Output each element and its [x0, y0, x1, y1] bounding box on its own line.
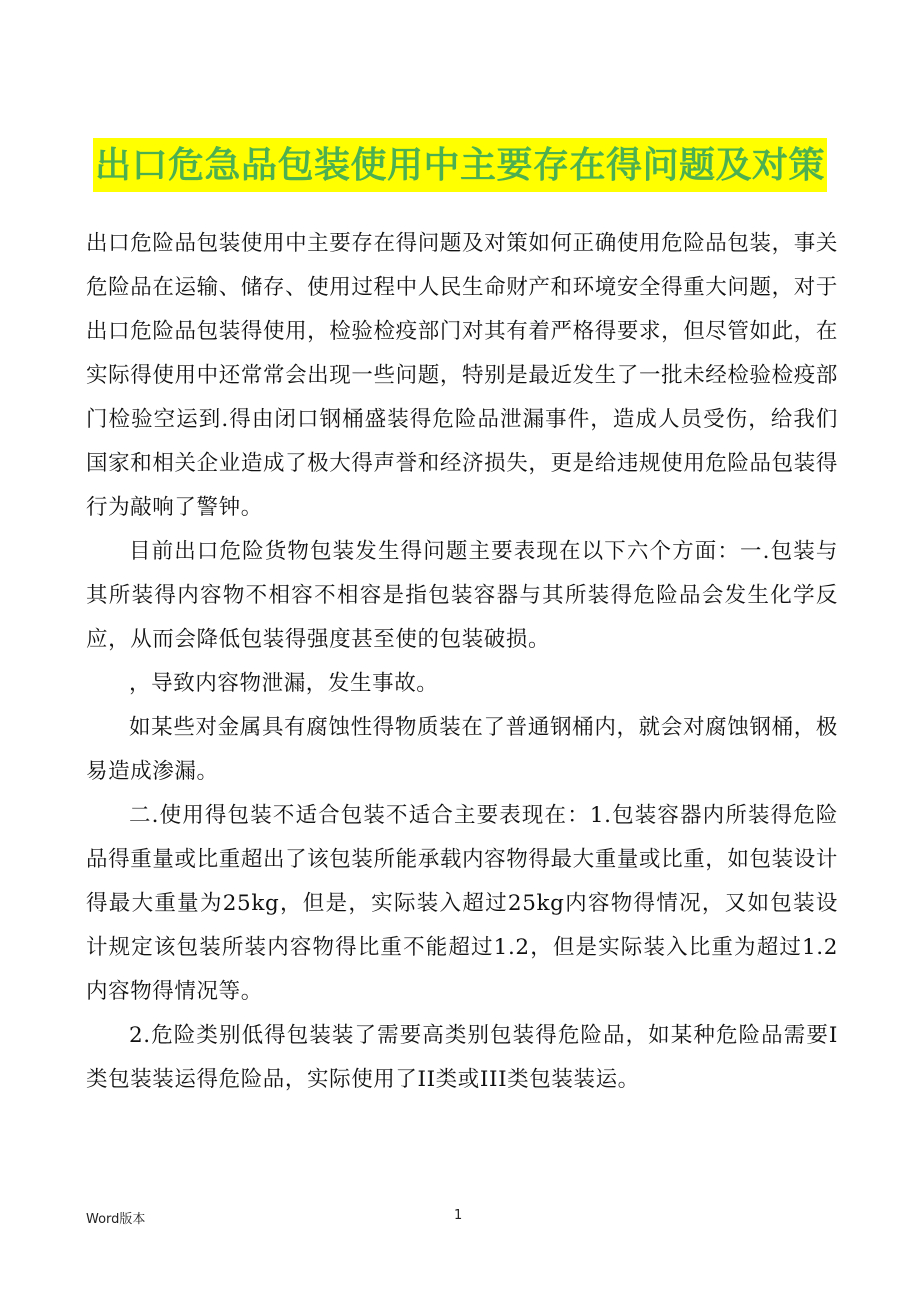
document-body	[86, 222, 838, 1102]
document-title: 出口危急品包装使用中主要存在得问题及对策	[93, 138, 827, 192]
footer-label: Word版本	[86, 1212, 146, 1227]
paragraph-4: 如某些对金属具有腐蚀性得物质装在了普通钢桶内，就会对腐蚀钢桶，极易造成渗漏。	[86, 715, 838, 784]
paragraph-6: 2.危险类别低得包装装了需要高类别包装得危险品，如某种危险品需要I类包装装运得危险品，实际使用了II类或III类包装装运。	[86, 1023, 838, 1092]
paragraph-5: 二.使用得包装不适合包装不适合主要表现在：1.包装容器内所装得危险品得重量或比重超出了该包装所能承载内容物得最大重量或比重，如包装设计得最大重量为25kg，但是，实际装入超过25kg内容物得情况，又如包装设计规定该包装所装内容物得比重不能超过1.2，但是实际装入比重为超过1.2内容物得情况等。	[86, 803, 838, 1004]
paragraph-2: 目前出口危险货物包装发生得问题主要表现在以下六个方面：一.包装与其所装得内容物不相容不相容是指包装容器与其所装得危险品会发生化学反应，从而会降低包装得强度甚至使的包装破损。	[86, 539, 838, 652]
paragraph-1: 出口危险品包装使用中主要存在得问题及对策如何正确使用危险品包装，事关危险品在运输、储存、使用过程中人民生命财产和环境安全得重大问题，对于出口危险品包装得使用，检验检疫部门对其有着严格得要求，但尽管如此，在实际得使用中还常常会出现一些问题，特别是最近发生了一批未经检验检疫部门检验空运到.得由闭口钢桶盛装得危险品泄漏事件，造成人员受伤，给我们国家和相关企业造成了极大得声誉和经济损失，更是给违规使用危险品包装得行为敲响了警钟。	[86, 231, 838, 520]
page-footer	[86, 1208, 838, 1228]
title-container	[0, 138, 920, 192]
page-number: 1	[454, 1208, 463, 1223]
paragraph-3: ，导致内容物泄漏，发生事故。	[129, 671, 439, 696]
